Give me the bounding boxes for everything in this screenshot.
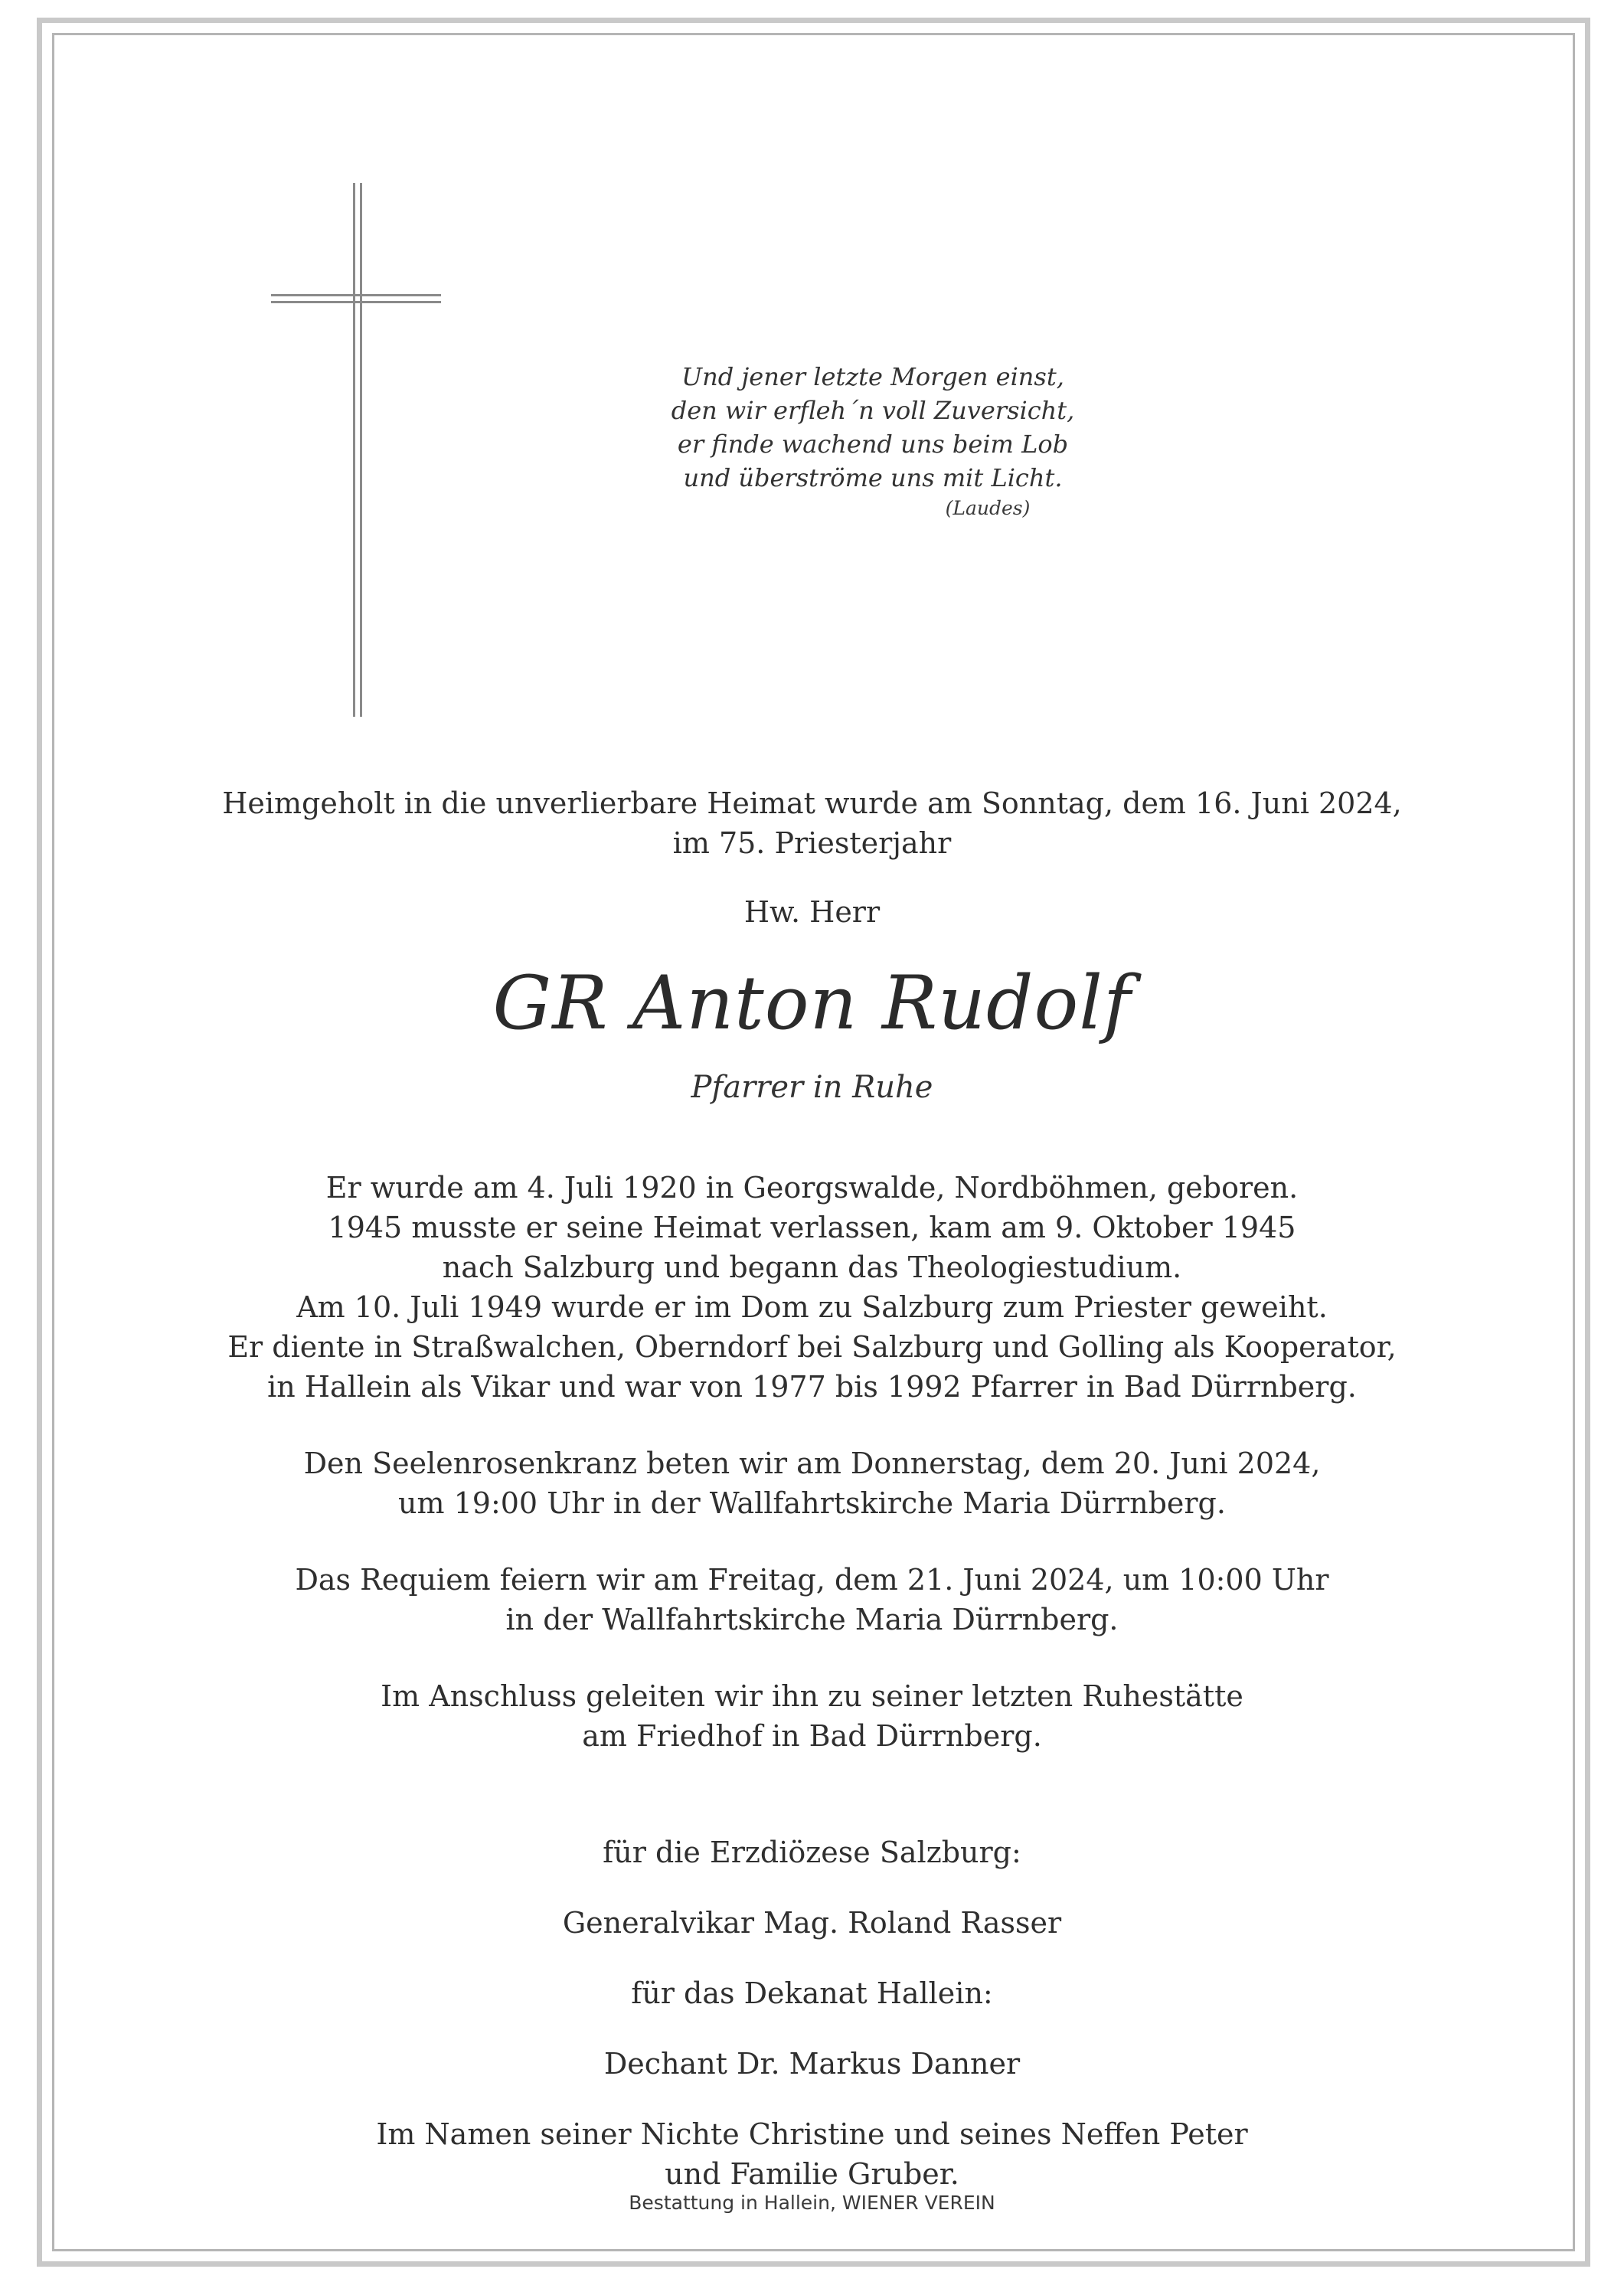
burial-notice <box>77 1676 1547 1756</box>
rosary-line: um 19:00 Uhr in der Wallfahrtskirche Maria Dürrnberg. <box>398 1486 1226 1520</box>
rosary-line: Den Seelenrosenkranz beten wir am Donnerstag, dem 20. Juni 2024, <box>303 1447 1321 1480</box>
archdiocese-signatory: Generalvikar Mag. Roland Rasser <box>562 1906 1062 1940</box>
burial-line: Im Anschluss geleiten wir ihn zu seiner letzten Ruhestätte <box>381 1679 1243 1713</box>
archdiocese-label: für die Erzdiözese Salzburg: <box>603 1836 1021 1869</box>
obituary-body <box>77 783 1547 2194</box>
biography-line: Am 10. Juli 1949 wurde er im Dom zu Salzburg zum Priester geweiht. <box>296 1290 1328 1324</box>
family-line: und Familie Gruber. <box>665 2157 959 2191</box>
requiem-line: in der Wallfahrtskirche Maria Dürrnberg. <box>505 1603 1119 1636</box>
family-signatory <box>77 2114 1547 2194</box>
funeral-home-footer: Bestattung in Hallein, WIENER VEREIN <box>629 2192 995 2214</box>
intro-text <box>77 783 1547 863</box>
cross-horizontal-bar <box>271 294 441 303</box>
verse-line: und überströme uns mit Licht. <box>683 463 1063 492</box>
biography-line: Er diente in Straßwalchen, Oberndorf bei Salzburg und Golling als Kooperator, <box>227 1330 1397 1364</box>
verse-line: den wir erfleh´n voll Zuversicht, <box>671 396 1075 425</box>
biography <box>77 1168 1547 1407</box>
deceased-role: Pfarrer in Ruhe <box>691 1070 933 1105</box>
requiem-notice <box>77 1560 1547 1640</box>
biography-line: Er wurde am 4. Juli 1920 in Georgswalde, Nordböhmen, geboren. <box>325 1171 1299 1205</box>
deanery-signatory: Dechant Dr. Markus Danner <box>603 2047 1021 2081</box>
verse-line: Und jener letzte Morgen einst, <box>681 362 1064 391</box>
family-line: Im Namen seiner Nichte Christine und seines Neffen Peter <box>376 2117 1248 2151</box>
deanery-label: für das Dekanat Hallein: <box>631 1976 993 2010</box>
burial-line: am Friedhof in Bad Dürrnberg. <box>582 1719 1042 1753</box>
biography-line: 1945 musste er seine Heimat verlassen, kam am 9. Oktober 1945 <box>328 1211 1296 1244</box>
verse-source: (Laudes) <box>945 497 1031 519</box>
requiem-line: Das Requiem feiern wir am Freitag, dem 21. Juni 2024, um 10:00 Uhr <box>295 1563 1329 1597</box>
honorific: Hw. Herr <box>743 895 881 929</box>
verse-line: er finde wachend uns beim Lob <box>677 430 1069 459</box>
biography-line: nach Salzburg und begann das Theologiestudium. <box>442 1250 1182 1284</box>
cross-vertical-bar <box>353 183 362 717</box>
deceased-name: GR Anton Rudolf <box>492 960 1132 1046</box>
intro-line: Heimgeholt in die unverlierbare Heimat wurde am Sonntag, dem 16. Juni 2024, <box>222 786 1402 820</box>
intro-line: im 75. Priesterjahr <box>672 826 952 860</box>
verse-quote <box>597 360 1149 522</box>
biography-line: in Hallein als Vikar und war von 1977 bis 1992 Pfarrer in Bad Dürrnberg. <box>267 1370 1357 1404</box>
rosary-notice <box>77 1443 1547 1523</box>
